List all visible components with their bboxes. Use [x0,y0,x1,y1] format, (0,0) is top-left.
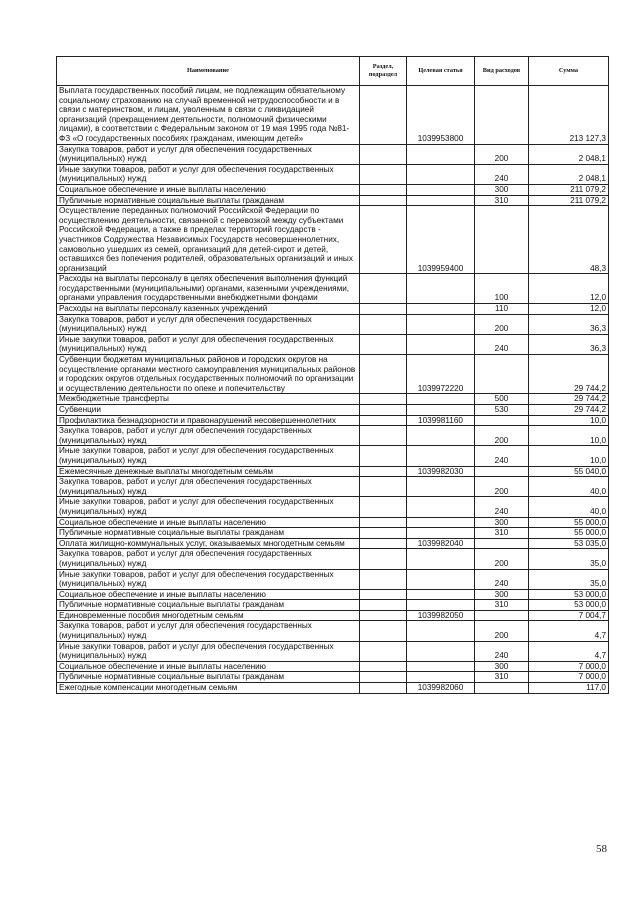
row-section [360,538,407,549]
row-target [407,569,475,589]
row-target [407,314,475,334]
row-target [407,589,475,600]
row-name: Ежегодные компенсации многодетным семьям [57,683,360,694]
row-sum: 4,7 [529,621,609,641]
row-type: 310 [475,195,529,206]
row-type: 300 [475,589,529,600]
row-section [360,621,407,641]
row-target [407,641,475,661]
table-body [57,86,609,694]
row-name: Закупка товаров, работ и услуг для обеспечения государственных (муниципальных) нужд [57,477,360,497]
row-type: 200 [475,426,529,446]
row-type: 310 [475,672,529,683]
row-sum: 213 127,3 [529,86,609,145]
row-type: 300 [475,184,529,195]
table-row [57,569,609,589]
row-type: 240 [475,334,529,354]
row-target [407,672,475,683]
row-section [360,274,407,304]
header-target: Целевая статья [407,57,475,86]
row-name: Социальное обеспечение и иные выплаты населению [57,661,360,672]
row-name: Иные закупки товаров, работ и услуг для обеспечения государственных (муниципальных) нужд [57,334,360,354]
row-section [360,405,407,416]
row-type: 240 [475,569,529,589]
row-type: 500 [475,394,529,405]
row-section [360,528,407,539]
row-sum: 29 744,2 [529,394,609,405]
row-sum: 211 079,2 [529,195,609,206]
row-section [360,195,407,206]
row-name: Ежемесячные денежные выплаты многодетным семьям [57,466,360,477]
table-row [57,661,609,672]
row-type: 100 [475,274,529,304]
table-row [57,549,609,569]
header-name: Наименование [57,57,360,86]
table-row [57,164,609,184]
table-row [57,415,609,426]
row-section [360,426,407,446]
row-type: 240 [475,164,529,184]
row-section [360,477,407,497]
row-section [360,641,407,661]
row-target [407,661,475,672]
table-row [57,517,609,528]
table-row [57,538,609,549]
row-section [360,517,407,528]
row-type: 200 [475,477,529,497]
table-header-row [57,57,609,86]
table-row [57,589,609,600]
row-type [475,415,529,426]
row-section [360,600,407,611]
row-sum: 2 048,1 [529,144,609,164]
table-row [57,86,609,145]
row-target: 1039982040 [407,538,475,549]
budget-table [56,56,609,694]
row-target [407,528,475,539]
row-section [360,415,407,426]
table-row [57,274,609,304]
row-target: 1039981160 [407,415,475,426]
table-row [57,355,609,394]
table-row [57,426,609,446]
row-name: Публичные нормативные социальные выплаты гражданам [57,672,360,683]
row-target [407,164,475,184]
row-name: Субвенции бюджетам муниципальных районов и городских округов на осуществление органами местного самоуправления муниципальных районов и городских округов отдельных государственных полномочий по организации и осуществлению деятельности по опеке и попечительству [57,355,360,394]
row-name: Публичные нормативные социальные выплаты гражданам [57,528,360,539]
row-sum: 7 004,7 [529,610,609,621]
row-target [407,600,475,611]
row-section [360,683,407,694]
row-type: 200 [475,549,529,569]
row-sum: 55 000,0 [529,528,609,539]
row-section [360,86,407,145]
row-sum: 2 048,1 [529,164,609,184]
table-row [57,334,609,354]
row-name: Социальное обеспечение и иные выплаты населению [57,184,360,195]
row-sum: 53 035,0 [529,538,609,549]
table-row [57,528,609,539]
row-section [360,672,407,683]
table-row [57,314,609,334]
row-name: Иные закупки товаров, работ и услуг для обеспечения государственных (муниципальных) нужд [57,446,360,466]
row-type [475,683,529,694]
row-target: 1039982030 [407,466,475,477]
row-section [360,569,407,589]
row-target [407,549,475,569]
row-section [360,466,407,477]
row-target [407,195,475,206]
row-name: Публичные нормативные социальные выплаты гражданам [57,195,360,206]
row-name: Профилактика безнадзорности и правонарушений несовершеннолетних [57,415,360,426]
row-name: Иные закупки товаров, работ и услуг для обеспечения государственных (муниципальных) нужд [57,164,360,184]
row-type: 200 [475,314,529,334]
row-sum: 7 000,0 [529,661,609,672]
row-target [407,144,475,164]
row-target [407,446,475,466]
row-section [360,497,407,517]
row-sum: 7 000,0 [529,672,609,683]
row-section [360,394,407,405]
header-section: Раздел, подраздел [360,57,407,86]
row-name: Межбюджетные трансферты [57,394,360,405]
row-section [360,446,407,466]
row-section [360,304,407,315]
table-row [57,195,609,206]
table-row [57,184,609,195]
table-row [57,672,609,683]
row-sum: 36,3 [529,314,609,334]
header-type: Вид расходов [475,57,529,86]
row-section [360,164,407,184]
row-type: 200 [475,144,529,164]
row-sum: 12,0 [529,304,609,315]
table-row [57,600,609,611]
row-type: 530 [475,405,529,416]
row-target [407,304,475,315]
row-name: Осуществление переданных полномочий Российской Федерации по осуществлению деятельности, связанной с перевозкой между субъектами Российской Федерации, а также в пределах территорий государств - участников Содружества Независимых Государств несовершеннолетних, самовольно ушедших из семей, организаций для детей-сирот и детей, оставшихся без попечения родителей, образовательных организаций и иных организаций [57,206,360,274]
row-target [407,334,475,354]
row-type: 240 [475,497,529,517]
row-sum: 40,0 [529,477,609,497]
table-row [57,683,609,694]
row-section [360,355,407,394]
row-name: Закупка товаров, работ и услуг для обеспечения государственных (муниципальных) нужд [57,426,360,446]
row-target [407,405,475,416]
row-type [475,355,529,394]
table-row [57,497,609,517]
row-sum: 29 744,2 [529,405,609,416]
row-type: 200 [475,621,529,641]
table-row [57,641,609,661]
row-sum: 29 744,2 [529,355,609,394]
row-target: 1039972220 [407,355,475,394]
row-section [360,184,407,195]
row-target [407,477,475,497]
row-type [475,86,529,145]
row-name: Публичные нормативные социальные выплаты гражданам [57,600,360,611]
row-name: Закупка товаров, работ и услуг для обеспечения государственных (муниципальных) нужд [57,549,360,569]
row-type: 300 [475,517,529,528]
table-row [57,304,609,315]
row-sum: 48,3 [529,206,609,274]
row-name: Единовременные пособия многодетным семьям [57,610,360,621]
row-sum: 53 000,0 [529,589,609,600]
row-target [407,184,475,195]
row-target [407,497,475,517]
row-name: Закупка товаров, работ и услуг для обеспечения государственных (муниципальных) нужд [57,314,360,334]
row-name: Иные закупки товаров, работ и услуг для обеспечения государственных (муниципальных) нужд [57,497,360,517]
row-name: Закупка товаров, работ и услуг для обеспечения государственных (муниципальных) нужд [57,621,360,641]
row-type [475,610,529,621]
row-sum: 10,0 [529,415,609,426]
row-section [360,549,407,569]
row-name: Расходы на выплаты персоналу казенных учреждений [57,304,360,315]
row-target: 1039982050 [407,610,475,621]
row-type: 310 [475,528,529,539]
row-name: Оплата жилищно-коммунальных услуг, оказываемых многодетным семьям [57,538,360,549]
row-sum: 55 040,0 [529,466,609,477]
row-name: Закупка товаров, работ и услуг для обеспечения государственных (муниципальных) нужд [57,144,360,164]
row-target [407,274,475,304]
row-sum: 10,0 [529,426,609,446]
row-type: 240 [475,641,529,661]
row-sum: 35,0 [529,569,609,589]
row-sum: 53 000,0 [529,600,609,611]
row-target: 1039953800 [407,86,475,145]
row-type: 240 [475,446,529,466]
page-number: 58 [596,843,607,855]
table-row [57,405,609,416]
row-sum: 36,3 [529,334,609,354]
row-type: 310 [475,600,529,611]
row-sum: 4,7 [529,641,609,661]
table-row [57,206,609,274]
row-name: Иные закупки товаров, работ и услуг для обеспечения государственных (муниципальных) нужд [57,569,360,589]
row-type [475,466,529,477]
row-sum: 12,0 [529,274,609,304]
row-target [407,426,475,446]
row-target [407,621,475,641]
row-type: 300 [475,661,529,672]
header-sum: Сумма [529,57,609,86]
row-sum: 55 000,0 [529,517,609,528]
table-row [57,144,609,164]
row-section [360,334,407,354]
row-sum: 10,0 [529,446,609,466]
row-target: 1039982060 [407,683,475,694]
row-type: 110 [475,304,529,315]
row-name: Социальное обеспечение и иные выплаты населению [57,589,360,600]
row-name: Субвенции [57,405,360,416]
row-target [407,517,475,528]
table-row [57,621,609,641]
row-section [360,589,407,600]
row-name: Социальное обеспечение и иные выплаты населению [57,517,360,528]
table-row [57,466,609,477]
row-section [360,144,407,164]
row-sum: 35,0 [529,549,609,569]
row-sum: 117,0 [529,683,609,694]
row-name: Выплата государственных пособий лицам, не подлежащим обязательному социальному страхованию на случай временной нетрудоспособности и в связи с материнством, и лицам, уволенным в связи с ликвидацией организаций (прекращением деятельности, полномочий физическими лицами), в соответствии с Федеральным законом от 19 мая 1995 года №81-ФЗ «О государственных пособиях гражданам, имеющим детей» [57,86,360,145]
table-row [57,446,609,466]
row-sum: 211 079,2 [529,184,609,195]
row-target: 1039959400 [407,206,475,274]
row-section [360,314,407,334]
table-row [57,394,609,405]
row-sum: 40,0 [529,497,609,517]
row-type [475,538,529,549]
row-target [407,394,475,405]
row-name: Иные закупки товаров, работ и услуг для обеспечения государственных (муниципальных) нужд [57,641,360,661]
table-row [57,610,609,621]
row-name: Расходы на выплаты персоналу в целях обеспечения выполнения функций государственными (муниципальными) органами, казенными учреждениями, органами управления государственными внебюджетными фондами [57,274,360,304]
table-row [57,477,609,497]
row-section [360,206,407,274]
row-type [475,206,529,274]
row-section [360,610,407,621]
row-section [360,661,407,672]
